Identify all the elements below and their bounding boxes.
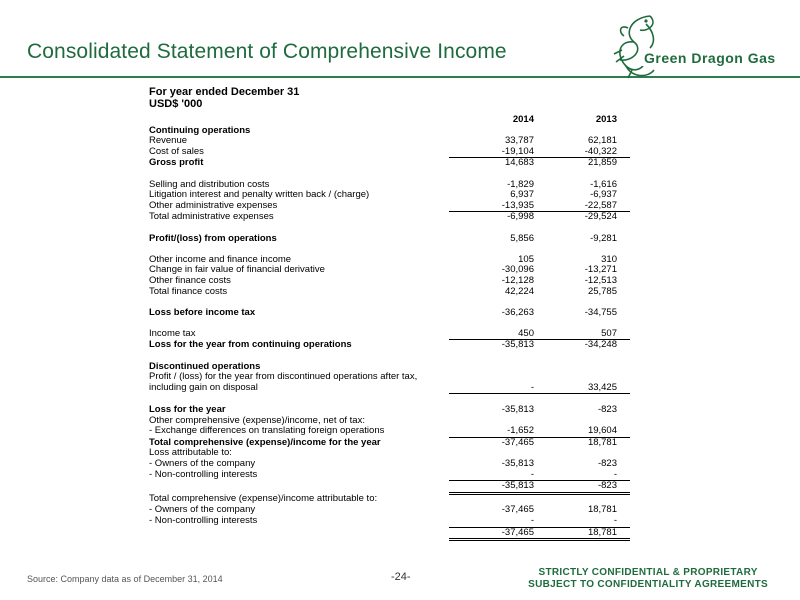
financial-statement-table — [147, 115, 630, 541]
table-row — [147, 383, 630, 394]
confidentiality-line: STRICTLY CONFIDENTIAL & PROPRIETARY — [538, 567, 758, 578]
value-2014: -37,465 — [449, 527, 547, 540]
row-label: Revenue — [149, 135, 188, 147]
value-2013: - — [613, 468, 617, 480]
value-2014: 33,787 — [504, 135, 534, 147]
table-row — [147, 287, 630, 298]
year-header-row — [147, 115, 630, 126]
row-label: Total finance costs — [149, 285, 228, 297]
value-2014: - — [530, 381, 534, 393]
value-2014: 450 — [518, 327, 534, 339]
table-row — [147, 481, 630, 494]
value-2013: -1,616 — [590, 178, 617, 190]
value-2014: -12,128 — [501, 274, 534, 286]
value-2013: -823 — [597, 404, 617, 416]
table-row — [147, 158, 630, 169]
value-2013 — [547, 351, 630, 362]
value-2013: -34,755 — [584, 306, 617, 318]
confidentiality-notice — [528, 567, 768, 591]
value-2014: -36,263 — [501, 306, 534, 318]
value-2013: 19,604 — [587, 425, 617, 437]
value-2013: -40,322 — [584, 145, 617, 157]
value-2014: -37,465 — [501, 504, 534, 516]
table-row — [147, 470, 630, 481]
page-title: Consolidated Statement of Comprehensive Income — [27, 40, 507, 63]
row-label: - Non-controlling interests — [149, 515, 258, 527]
value-2013: -34,248 — [547, 340, 630, 351]
table-row — [147, 169, 630, 180]
value-2014: - — [530, 514, 534, 526]
value-2013: 21,859 — [547, 158, 630, 169]
value-2013: 18,781 — [547, 437, 630, 448]
table-row — [147, 276, 630, 287]
value-2014: -35,813 — [501, 404, 534, 416]
table-row — [147, 318, 630, 329]
table-row — [147, 459, 630, 470]
value-2013: -13,271 — [584, 264, 617, 276]
row-label: Continuing operations — [149, 124, 251, 136]
value-2013 — [547, 169, 630, 180]
value-2014: 5,856 — [510, 232, 534, 244]
table-row — [147, 147, 630, 158]
row-label — [147, 527, 449, 540]
value-2014: -35,813 — [449, 481, 547, 494]
value-2014: -30,096 — [501, 264, 534, 276]
year-column-header: 2014 — [512, 114, 534, 125]
row-label: - Non-controlling interests — [149, 468, 258, 480]
confidentiality-line: SUBJECT TO CONFIDENTIALITY AGREEMENTS — [528, 579, 768, 590]
table-row — [147, 212, 630, 223]
value-2014: 42,224 — [504, 285, 534, 297]
row-label — [147, 481, 449, 494]
row-label: Profit/(loss) from operations — [149, 232, 277, 244]
value-2014: -13,935 — [501, 199, 534, 211]
row-label: including gain on disposal — [149, 382, 258, 394]
value-2013: 18,781 — [587, 504, 617, 516]
value-2013: 33,425 — [587, 381, 617, 393]
value-2014: -35,813 — [449, 340, 547, 351]
table-row — [147, 527, 630, 540]
page-number: -24- — [391, 571, 411, 583]
value-2013: 310 — [601, 253, 617, 265]
value-2014 — [449, 362, 547, 373]
row-label: Litigation interest and penalty written back / (charge) — [149, 189, 370, 201]
value-2013: -823 — [597, 458, 617, 469]
value-2013: -9,281 — [590, 232, 617, 244]
row-label: Total comprehensive (expense)/income attributable to: — [149, 493, 378, 505]
value-2014: -19,104 — [501, 145, 534, 157]
value-2014: -6,998 — [449, 212, 547, 223]
table-row — [147, 340, 630, 351]
value-2013 — [547, 394, 630, 405]
row-label: Loss attributable to: — [149, 447, 232, 459]
value-2013 — [547, 244, 630, 255]
value-2013: 25,785 — [587, 285, 617, 297]
year-column-header: 2013 — [595, 114, 617, 125]
row-label: - Exchange differences on translating foreign operations — [149, 425, 385, 437]
value-2014: 14,683 — [449, 158, 547, 169]
table-row — [147, 223, 630, 234]
row-label: Loss for the year — [149, 404, 226, 416]
company-logo — [610, 10, 800, 82]
row-label: Profit / (loss) for the year from discontinued operations after tax, — [149, 371, 418, 383]
row-label — [147, 169, 449, 180]
value-2014: -1,652 — [507, 425, 534, 437]
value-2014 — [449, 169, 547, 180]
value-2014: 6,937 — [510, 189, 534, 201]
value-2013: -29,524 — [547, 212, 630, 223]
statement-currency: USD$ '000 — [149, 98, 203, 110]
row-label: Other finance costs — [149, 274, 231, 286]
row-label — [147, 223, 449, 234]
row-label: Gross profit — [149, 157, 204, 169]
table-row — [147, 234, 630, 245]
value-2013 — [547, 318, 630, 329]
row-label: Loss before income tax — [149, 306, 256, 318]
row-label: - Owners of the company — [149, 458, 256, 469]
dragon-logo-icon — [610, 10, 800, 82]
row-label: Cost of sales — [149, 146, 204, 158]
value-2014: - — [530, 468, 534, 480]
value-2013: -22,587 — [584, 199, 617, 211]
row-label: Loss for the year from continuing operations — [149, 339, 352, 351]
source-note: Source: Company data as of December 31, 2014 — [27, 574, 223, 584]
row-label: Income tax — [149, 328, 196, 340]
table-row — [147, 136, 630, 147]
row-label: Total comprehensive (expense)/income for the year — [149, 436, 381, 448]
value-2013: -6,937 — [590, 189, 617, 201]
value-2013: - — [613, 514, 617, 526]
value-2014: -35,813 — [501, 458, 534, 469]
row-label: Total administrative expenses — [149, 211, 274, 223]
value-2013: 507 — [601, 327, 617, 339]
value-2014: -37,465 — [449, 437, 547, 448]
value-2014 — [449, 351, 547, 362]
value-2013: -823 — [547, 481, 630, 494]
value-2014: 105 — [518, 253, 534, 265]
table-row — [147, 516, 630, 527]
row-label: Discontinued operations — [149, 360, 261, 372]
table-row — [147, 308, 630, 319]
value-2013: 18,781 — [547, 527, 630, 540]
value-2014 — [449, 223, 547, 234]
value-2013 — [547, 448, 630, 459]
table-row — [147, 426, 630, 437]
value-2013: -12,513 — [584, 274, 617, 286]
row-label: Other income and finance income — [149, 253, 292, 265]
value-2013 — [547, 362, 630, 373]
value-2014: -1,829 — [507, 178, 534, 190]
statement-rows — [147, 126, 630, 540]
value-2013 — [547, 223, 630, 234]
logo-wordmark: Green Dragon Gas — [644, 50, 776, 66]
row-label: - Owners of the company — [149, 504, 256, 516]
row-label: Selling and distribution costs — [149, 178, 270, 190]
row-label: Other comprehensive (expense)/income, net of tax: — [149, 414, 365, 426]
table-row — [147, 126, 630, 137]
row-label: Other administrative expenses — [149, 200, 278, 211]
row-label: Change in fair value of financial derivative — [149, 264, 325, 276]
value-2013: 62,181 — [587, 135, 617, 147]
statement-period: For year ended December 31 — [149, 86, 300, 98]
